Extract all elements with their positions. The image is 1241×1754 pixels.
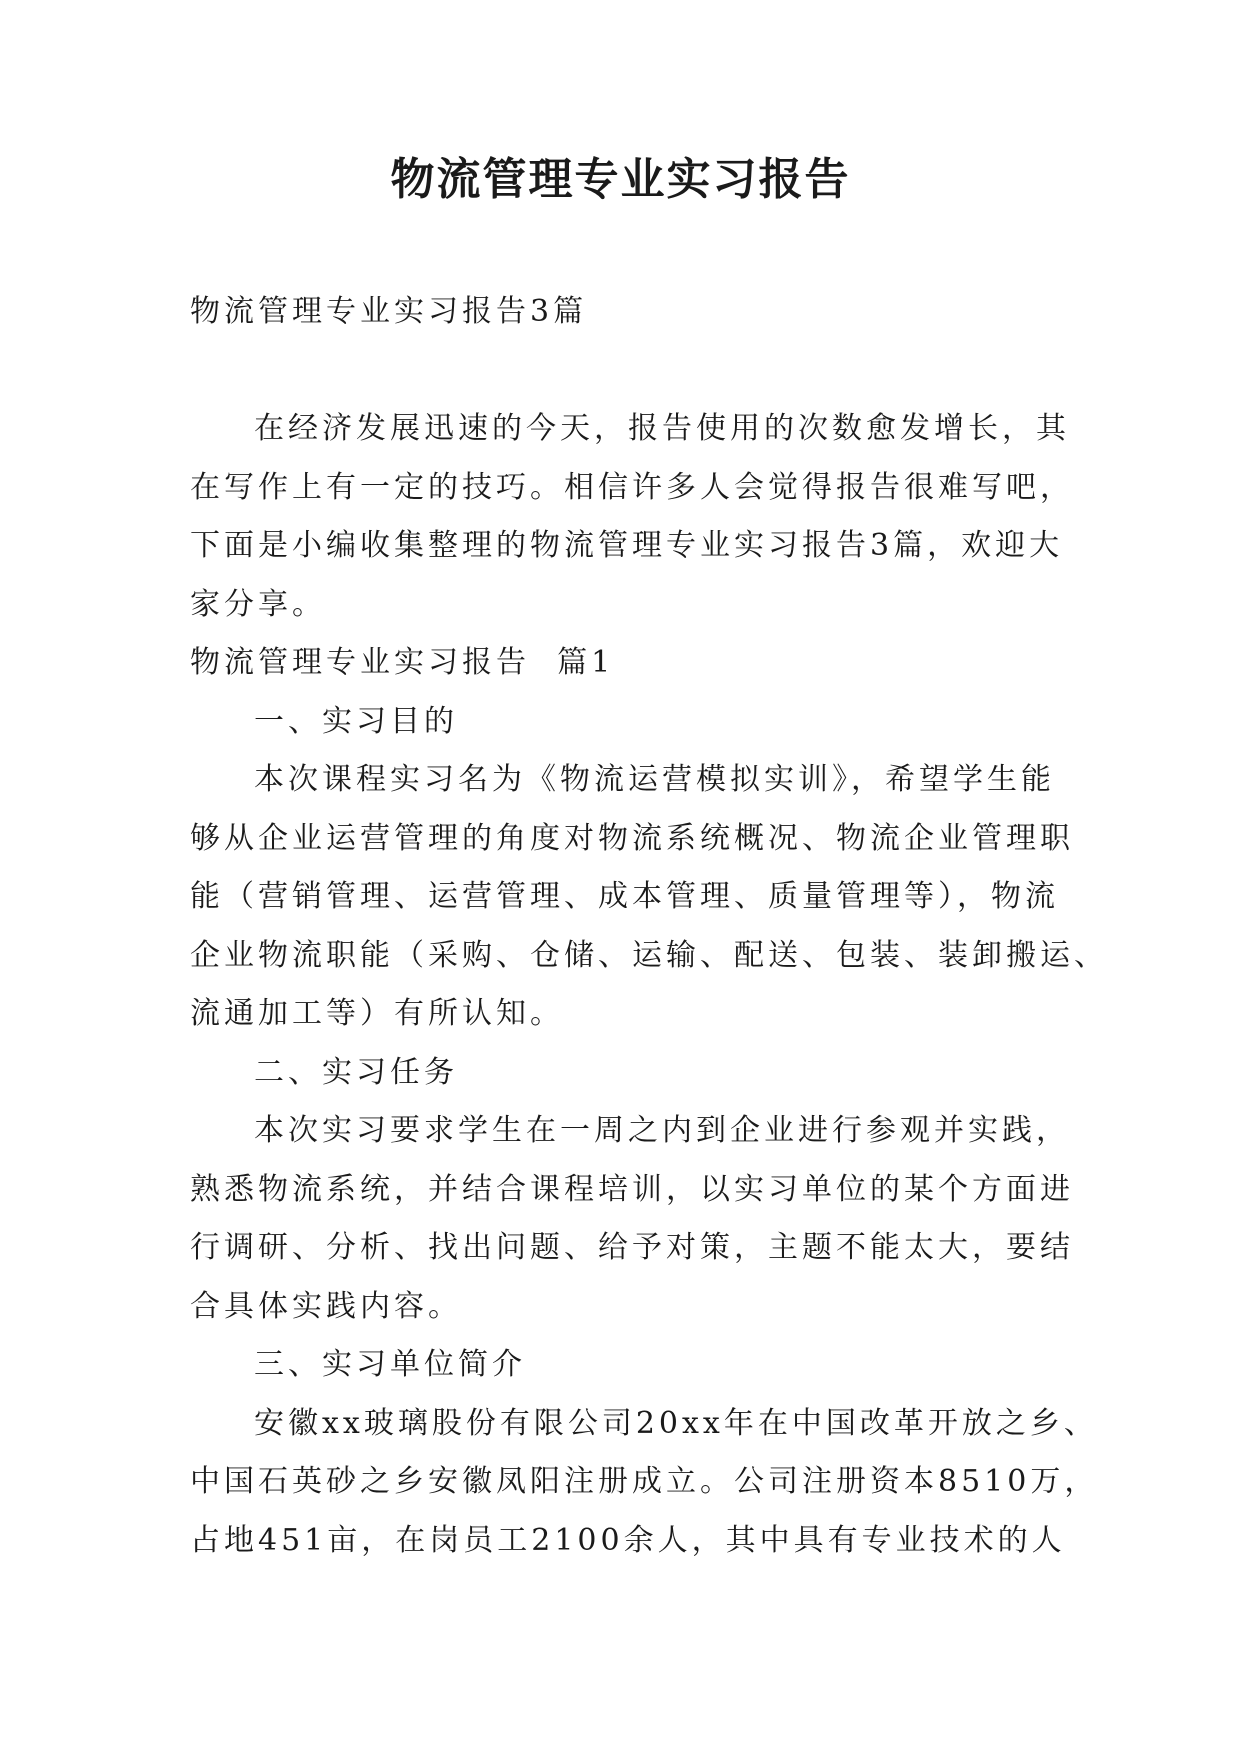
paragraph-line: 够从企业运营管理的角度对物流系统概况、物流企业管理职 — [190, 820, 1074, 856]
paragraph-line: 家分享。 — [190, 586, 326, 622]
document-subtitle: 物流管理专业实习报告3篇 — [190, 294, 588, 329]
paragraph-line: 本次课程实习名为《物流运营模拟实训》，希望学生能 — [254, 762, 1055, 797]
document-body — [190, 283, 1108, 1570]
section-heading: 一、实习目的 — [254, 703, 458, 739]
blank-line — [190, 342, 1060, 401]
paragraph-line: 占地451亩，在岗员工2100余人，其中具有专业技术的人 — [190, 1522, 1066, 1558]
paragraph-line: 流通加工等）有所认知。 — [190, 996, 564, 1031]
section-heading: 物流管理专业实习报告 篇1 — [190, 645, 615, 680]
paragraph-line: 企业物流职能（采购、仓储、运输、配送、包装、装卸搬运、 — [190, 937, 1108, 973]
paragraph-line: 本次实习要求学生在一周之内到企业进行参观并实践， — [254, 1113, 1070, 1148]
paragraph-line: 合具体实践内容。 — [190, 1288, 462, 1324]
section-heading: 三、实习单位简介 — [254, 1347, 526, 1382]
paragraph-line: 行调研、分析、找出问题、给予对策，主题不能太大，要结 — [190, 1230, 1074, 1265]
paragraph-line: 熟悉物流系统，并结合课程培训，以实习单位的某个方面进 — [190, 1171, 1074, 1207]
paragraph-line: 中国石英砂之乡安徽凤阳注册成立。公司注册资本8510万， — [190, 1464, 1099, 1499]
section-heading: 二、实习任务 — [254, 1054, 458, 1090]
paragraph-line: 在经济发展迅速的今天，报告使用的次数愈发增长，其 — [254, 411, 1070, 446]
document-title: 物流管理专业实习报告 — [390, 154, 851, 205]
paragraph-line: 安徽xx玻璃股份有限公司20xx年在中国改革开放之乡、 — [254, 1405, 1098, 1441]
paragraph-line: 下面是小编收集整理的物流管理专业实习报告3篇，欢迎大 — [190, 528, 1064, 563]
paragraph-line: 能（营销管理、运营管理、成本管理、质量管理等），物流 — [190, 879, 1059, 914]
paragraph-line: 在写作上有一定的技巧。相信许多人会觉得报告很难写吧， — [190, 469, 1074, 505]
